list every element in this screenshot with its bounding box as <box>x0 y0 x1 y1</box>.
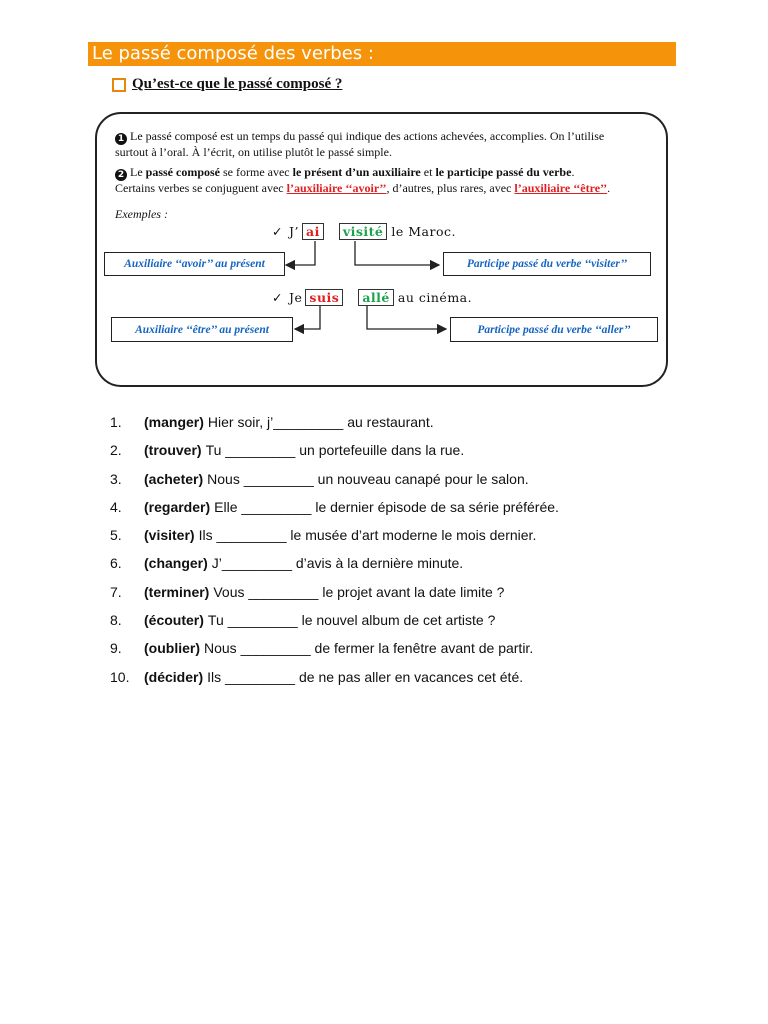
exercise-sentence: Nous _________ de fermer la fenêtre avant de partir. <box>204 640 534 657</box>
p2-text: Certains verbes se conjuguent avec <box>115 181 287 195</box>
page-title: Le passé composé des verbes : <box>88 42 676 66</box>
label-aux-avoir: Auxiliaire ‘‘avoir’’ au présent <box>104 252 285 276</box>
exercise-item <box>110 442 559 470</box>
section-title-text: Qu’est-ce que le passé composé ? <box>132 76 343 92</box>
label-aux-etre: Auxiliaire ‘‘être’’ au présent <box>111 317 293 342</box>
exercise-number: 9. <box>110 640 122 657</box>
exercise-verb: (acheter) <box>144 470 204 487</box>
exercise-verb: (terminer) <box>144 583 210 600</box>
exercise-sentence: Tu _________ un portefeuille dans la rue. <box>205 442 465 459</box>
p2-text: . <box>607 181 611 195</box>
exercise-verb: (décider) <box>144 668 204 685</box>
exercise-item <box>110 640 559 668</box>
exercise-item <box>110 669 559 697</box>
p2-bold-term: passé composé <box>145 165 220 179</box>
exercise-item <box>110 499 559 527</box>
aux-avoir-highlight: l’auxiliaire ‘‘avoir’’ <box>286 181 387 195</box>
arrow-part-1 <box>355 241 439 265</box>
exercise-number: 2. <box>110 442 122 459</box>
exercise-number: 7. <box>110 583 122 600</box>
exercise-verb: (changer) <box>144 555 208 572</box>
number-one-icon: 1 <box>115 133 127 145</box>
exercise-number: 1. <box>110 414 122 430</box>
label-participle-visiter: Participe passé du verbe ‘‘visiter’’ <box>443 252 651 276</box>
exercise-item <box>110 584 559 612</box>
exercise-item <box>110 612 559 640</box>
exercise-number: 4. <box>110 498 122 515</box>
arrow-aux-2 <box>295 306 320 329</box>
exercise-verb: (visiter) <box>144 527 195 544</box>
exercise-item <box>110 414 559 442</box>
example-2-participle: allé <box>358 289 394 306</box>
example-2-subject: Je <box>288 290 303 305</box>
p2-text: Le <box>130 165 146 179</box>
exercise-item <box>110 555 559 583</box>
example-1-subject: J’ <box>288 224 299 239</box>
p2-bold-participle: le participe passé du verbe <box>435 165 572 179</box>
example-2-auxiliary: suis <box>305 289 343 306</box>
exercise-item <box>110 471 559 499</box>
checkmark-icon: ✓ <box>272 224 283 239</box>
examples-label: Exemples : <box>115 207 168 221</box>
exercise-verb: (trouver) <box>144 442 202 459</box>
exercise-sentence: J’_________ d’avis à la dernière minute. <box>211 555 464 572</box>
exercise-sentence: Hier soir, j’_________ au restaurant. <box>207 414 434 430</box>
exercise-number: 3. <box>110 470 122 487</box>
exercise-sentence: Ils _________ de ne pas aller en vacances cet été. <box>207 668 524 685</box>
exercise-verb: (regarder) <box>144 498 211 515</box>
exercise-sentence: Tu _________ le nouvel album de cet artiste ? <box>207 612 496 629</box>
arrow-aux-1 <box>286 241 315 265</box>
p2-text: et <box>420 165 436 179</box>
exercise-number: 8. <box>110 612 122 629</box>
exercise-verb: (oublier) <box>144 640 200 657</box>
label-participle-aller: Participe passé du verbe ‘‘aller’’ <box>450 317 658 342</box>
example-1-rest: le Maroc. <box>391 224 456 239</box>
number-two-icon: 2 <box>115 169 127 181</box>
exercise-item <box>110 527 559 555</box>
exercise-list <box>110 414 559 697</box>
exercise-number: 10. <box>110 668 130 685</box>
exercise-sentence: Ils _________ le musée d’art moderne le mois dernier. <box>198 527 537 544</box>
example-1-participle: visité <box>339 223 388 240</box>
example-2-rest: au cinéma. <box>397 290 473 305</box>
exercise-sentence: Vous _________ le projet avant la date limite ? <box>213 583 505 600</box>
p2-text: , d’autres, plus rares, avec <box>386 181 515 195</box>
exercise-verb: (écouter) <box>144 612 204 629</box>
p2-text: se forme avec <box>220 165 293 179</box>
exercise-number: 6. <box>110 555 122 572</box>
exercise-verb: (manger) <box>144 414 204 430</box>
point-1-text: Le passé composé est un temps du passé qui indique des actions achevées, accomplies. On l’utilise surtout à l’oral. À l’écrit, on utilise plutôt le passé simple. <box>115 129 605 159</box>
arrow-part-2 <box>367 306 446 329</box>
exercise-number: 5. <box>110 527 122 544</box>
p2-text: . <box>571 165 575 179</box>
checkmark-icon: ✓ <box>272 290 283 305</box>
aux-etre-highlight: l’auxiliaire ‘‘être’’ <box>514 181 608 195</box>
exercise-sentence: Nous _________ un nouveau canapé pour le salon. <box>207 470 529 487</box>
p2-bold-aux: le présent d’un auxiliaire <box>292 165 421 179</box>
exercise-sentence: Elle _________ le dernier épisode de sa série préférée. <box>214 498 559 515</box>
example-1-auxiliary: ai <box>302 223 324 240</box>
